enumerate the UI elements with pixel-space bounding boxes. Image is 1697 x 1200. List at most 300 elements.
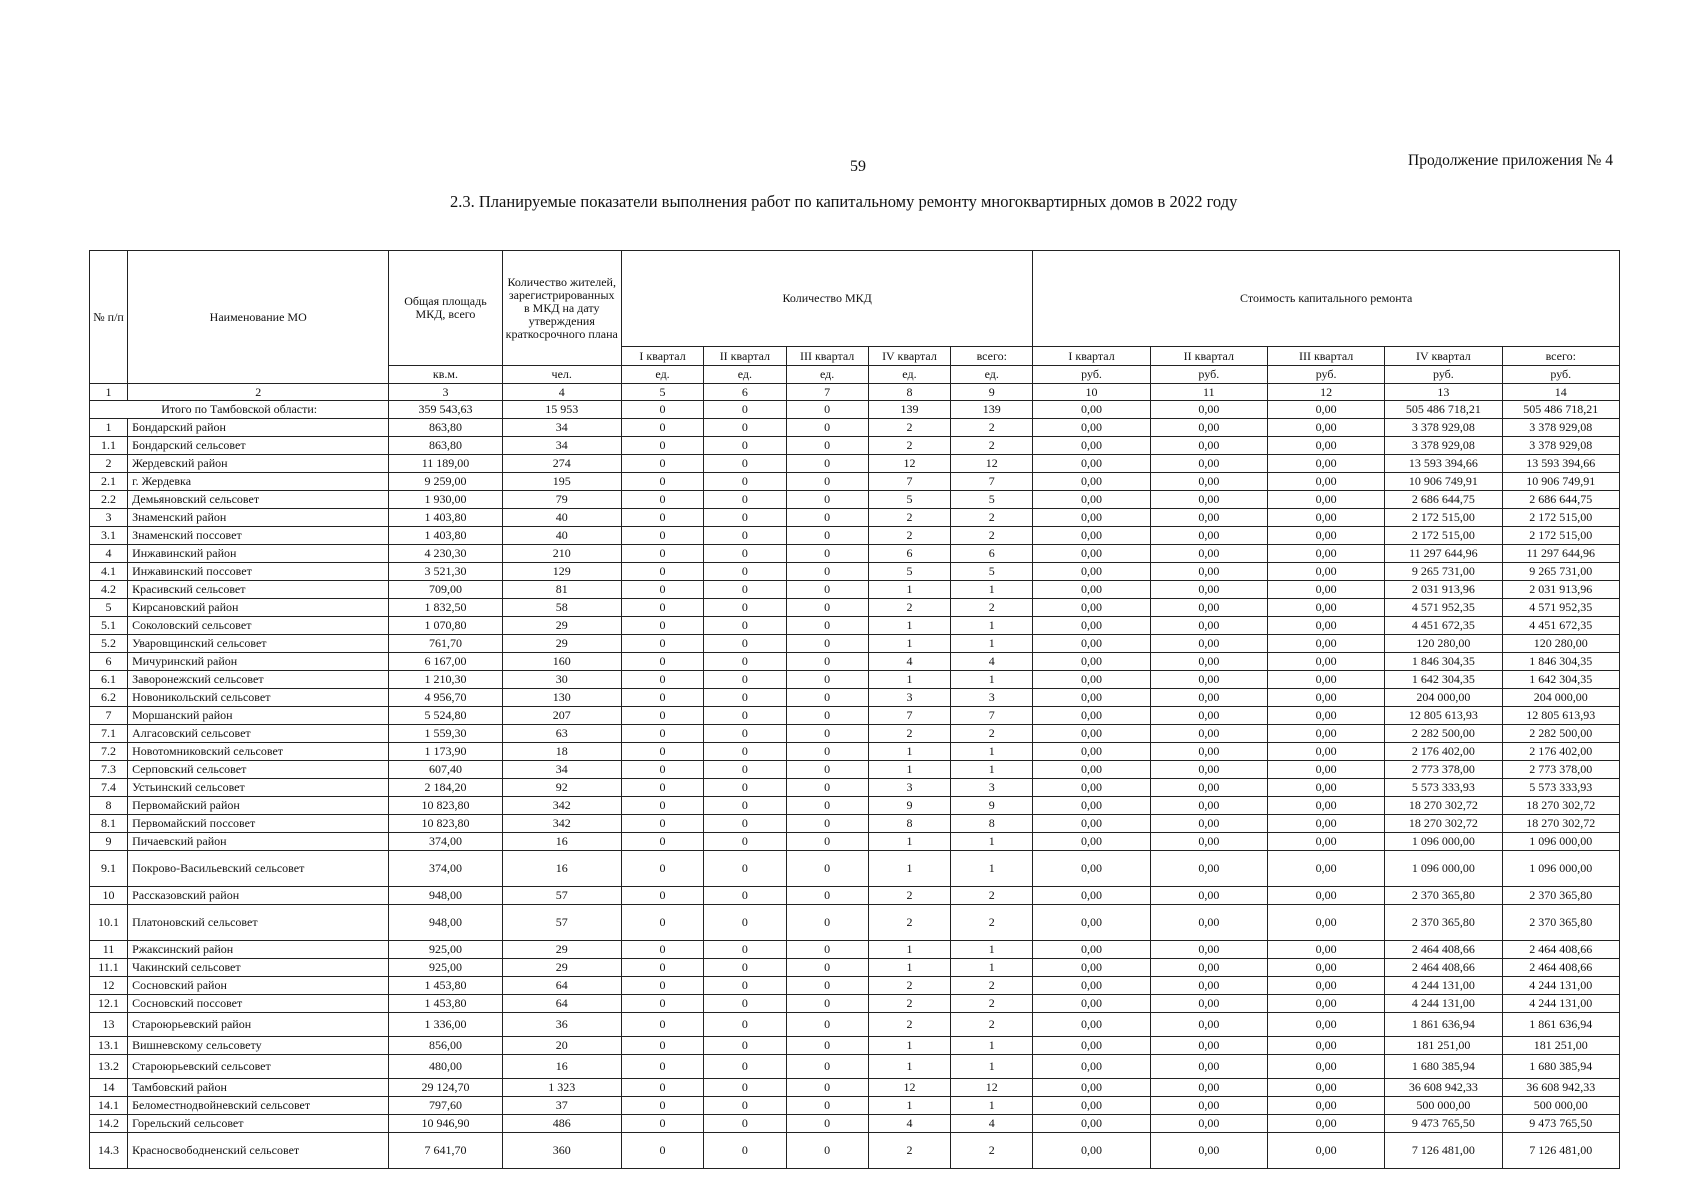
table-cell: 1 — [951, 959, 1033, 977]
table-cell: 3 378 929,08 — [1502, 419, 1619, 437]
table-cell: 0,00 — [1267, 563, 1384, 581]
table-cell: 15 953 — [502, 401, 621, 419]
table-cell: 0 — [786, 995, 868, 1013]
row-number-cell: 3.1 — [90, 527, 128, 545]
table-cell: 0 — [786, 599, 868, 617]
table-cell: 2 — [868, 1133, 950, 1169]
table-cell: 0 — [786, 779, 868, 797]
table-cell: 0,00 — [1033, 1037, 1150, 1055]
table-cell: 160 — [502, 653, 621, 671]
table-cell: 5 573 333,93 — [1502, 779, 1619, 797]
table-cell: 181 251,00 — [1502, 1037, 1619, 1055]
table-cell: 0,00 — [1267, 473, 1384, 491]
column-number: 4 — [502, 384, 621, 401]
table-cell: 57 — [502, 905, 621, 941]
mo-name-cell: Новотомниковский сельсовет — [128, 743, 389, 761]
table-cell: 1 — [951, 761, 1033, 779]
table-cell: 1 — [868, 635, 950, 653]
table-cell: 0,00 — [1150, 401, 1267, 419]
table-cell: 0,00 — [1150, 833, 1267, 851]
mo-name-cell: Ржаксинский район — [128, 941, 389, 959]
table-cell: 0 — [786, 527, 868, 545]
table-cell: 0 — [621, 905, 703, 941]
table-cell: 9 265 731,00 — [1385, 563, 1502, 581]
table-row — [90, 995, 1620, 1013]
table-cell: 0 — [704, 959, 786, 977]
column-number: 14 — [1502, 384, 1619, 401]
table-cell: 4 956,70 — [389, 689, 502, 707]
table-cell: 1 — [868, 671, 950, 689]
table-cell: 0,00 — [1150, 707, 1267, 725]
table-cell: 0 — [704, 1133, 786, 1169]
mo-name-cell: Уваровщинский сельсовет — [128, 635, 389, 653]
table-cell: 1 — [951, 617, 1033, 635]
table-cell: 0,00 — [1033, 761, 1150, 779]
table-row — [90, 779, 1620, 797]
table-cell: 181 251,00 — [1385, 1037, 1502, 1055]
table-cell: 0 — [704, 581, 786, 599]
table-cell: 4 244 131,00 — [1385, 977, 1502, 995]
table-cell: 0 — [621, 977, 703, 995]
table-cell: 8 — [868, 815, 950, 833]
unit-count: ед. — [868, 366, 950, 384]
table-cell: 0,00 — [1033, 599, 1150, 617]
table-cell: 0 — [704, 1055, 786, 1079]
table-cell: 1 403,80 — [389, 527, 502, 545]
table-cell: 2 370 365,80 — [1385, 887, 1502, 905]
table-cell: 0 — [621, 1037, 703, 1055]
row-number-cell: 5.1 — [90, 617, 128, 635]
column-number: 7 — [786, 384, 868, 401]
table-cell: 0,00 — [1033, 473, 1150, 491]
table-row — [90, 599, 1620, 617]
table-cell: 0,00 — [1033, 797, 1150, 815]
table-cell: 0,00 — [1267, 995, 1384, 1013]
column-number-row — [90, 384, 1620, 401]
table-cell: 0 — [704, 905, 786, 941]
table-row — [90, 959, 1620, 977]
row-number-cell: 10.1 — [90, 905, 128, 941]
row-number-cell: 14 — [90, 1079, 128, 1097]
mo-name-cell: Красивский сельсовет — [128, 581, 389, 599]
header-cost-q1: I квартал — [1033, 347, 1150, 366]
table-cell: 0 — [786, 743, 868, 761]
table-cell: 7 126 481,00 — [1502, 1133, 1619, 1169]
table-cell: 856,00 — [389, 1037, 502, 1055]
table-cell: 1 — [951, 581, 1033, 599]
table-cell: 3 — [951, 779, 1033, 797]
unit-count: ед. — [951, 366, 1033, 384]
table-cell: 0 — [704, 1079, 786, 1097]
table-row — [90, 581, 1620, 599]
table-cell: 0 — [704, 527, 786, 545]
row-number-cell: 2.1 — [90, 473, 128, 491]
mo-name-cell: Кирсановский район — [128, 599, 389, 617]
table-cell: 1 323 — [502, 1079, 621, 1097]
table-cell: 0,00 — [1267, 527, 1384, 545]
table-cell: 0 — [786, 905, 868, 941]
table-cell: 0 — [704, 671, 786, 689]
row-number-cell: 6 — [90, 653, 128, 671]
table-cell: 0 — [621, 761, 703, 779]
table-cell: 9 473 765,50 — [1385, 1115, 1502, 1133]
table-cell: 0,00 — [1150, 851, 1267, 887]
column-number: 11 — [1150, 384, 1267, 401]
mo-name-cell: Первомайский поссовет — [128, 815, 389, 833]
table-row — [90, 905, 1620, 941]
table-cell: 2 — [868, 437, 950, 455]
table-cell: 0 — [704, 563, 786, 581]
table-cell: 1 — [951, 635, 1033, 653]
table-cell: 2 — [951, 977, 1033, 995]
table-cell: 0,00 — [1267, 959, 1384, 977]
table-cell: 0,00 — [1150, 635, 1267, 653]
table-cell: 0,00 — [1150, 905, 1267, 941]
table-cell: 0,00 — [1033, 905, 1150, 941]
table-cell: 0,00 — [1267, 491, 1384, 509]
table-cell: 12 805 613,93 — [1502, 707, 1619, 725]
mo-name-cell: Горельский сельсовет — [128, 1115, 389, 1133]
table-cell: 10 823,80 — [389, 797, 502, 815]
table-cell: 2 773 378,00 — [1385, 761, 1502, 779]
table-row — [90, 437, 1620, 455]
table-cell: 3 378 929,08 — [1385, 419, 1502, 437]
table-cell: 18 270 302,72 — [1385, 815, 1502, 833]
row-number-cell: 7.4 — [90, 779, 128, 797]
table-cell: 374,00 — [389, 833, 502, 851]
table-cell: 0,00 — [1267, 653, 1384, 671]
mo-name-cell: Бондарский район — [128, 419, 389, 437]
table-cell: 1 — [951, 851, 1033, 887]
table-cell: 5 — [951, 491, 1033, 509]
table-cell: 1 — [868, 941, 950, 959]
table-cell: 0,00 — [1150, 941, 1267, 959]
table-row — [90, 509, 1620, 527]
table-cell: 0,00 — [1150, 581, 1267, 599]
table-cell: 0,00 — [1033, 419, 1150, 437]
table-cell: 10 906 749,91 — [1385, 473, 1502, 491]
table-cell: 2 — [951, 419, 1033, 437]
table-cell: 0,00 — [1150, 725, 1267, 743]
table-row — [90, 1013, 1620, 1037]
header-count-total: всего: — [951, 347, 1033, 366]
table-cell: 4 244 131,00 — [1385, 995, 1502, 1013]
table-cell: 1 680 385,94 — [1385, 1055, 1502, 1079]
table-cell: 0,00 — [1150, 959, 1267, 977]
table-cell: 0 — [621, 941, 703, 959]
unit-count: ед. — [786, 366, 868, 384]
table-cell: 0,00 — [1033, 941, 1150, 959]
table-cell: 0,00 — [1033, 743, 1150, 761]
header-count-q4: IV квартал — [868, 347, 950, 366]
header-group-cost: Стоимость капитального ремонта — [1033, 251, 1620, 347]
row-number-cell: 1.1 — [90, 437, 128, 455]
table-cell: 0,00 — [1150, 797, 1267, 815]
table-cell: 0,00 — [1267, 509, 1384, 527]
table-cell: 2 — [951, 887, 1033, 905]
mo-name-cell: Первомайский район — [128, 797, 389, 815]
table-cell: 0 — [621, 509, 703, 527]
table-cell: 120 280,00 — [1385, 635, 1502, 653]
table-cell: 139 — [868, 401, 950, 419]
table-cell: 925,00 — [389, 941, 502, 959]
table-cell: 2 — [951, 437, 1033, 455]
header-residents: Количество жителей, зарегистрированных в МКД на дату утверждения краткосрочного плана — [502, 251, 621, 366]
table-cell: 0,00 — [1267, 1055, 1384, 1079]
table-cell: 2 282 500,00 — [1502, 725, 1619, 743]
table-cell: 0 — [786, 617, 868, 635]
table-cell: 7 — [951, 707, 1033, 725]
table-cell: 0 — [704, 437, 786, 455]
unit-count: ед. — [704, 366, 786, 384]
table-cell: 1 — [951, 671, 1033, 689]
header-cost-q2: II квартал — [1150, 347, 1267, 366]
table-row — [90, 941, 1620, 959]
column-number: 12 — [1267, 384, 1384, 401]
table-cell: 2 — [951, 527, 1033, 545]
table-cell: 0 — [704, 815, 786, 833]
table-cell: 0 — [786, 437, 868, 455]
table-cell: 0,00 — [1267, 905, 1384, 941]
row-number-cell: 13 — [90, 1013, 128, 1037]
table-cell: 0,00 — [1267, 599, 1384, 617]
table-cell: 359 543,63 — [389, 401, 502, 419]
table-cell: 0 — [704, 419, 786, 437]
table-row — [90, 743, 1620, 761]
table-cell: 2 773 378,00 — [1502, 761, 1619, 779]
header-area: Общая площадь МКД, всего — [389, 251, 502, 366]
table-row — [90, 473, 1620, 491]
mo-name-cell: Жердевский район — [128, 455, 389, 473]
table-cell: 0 — [621, 779, 703, 797]
table-cell: 7 126 481,00 — [1385, 1133, 1502, 1169]
table-cell: 2 — [951, 905, 1033, 941]
column-number: 1 — [90, 384, 128, 401]
table-cell: 0,00 — [1033, 995, 1150, 1013]
table-cell: 2 464 408,66 — [1502, 941, 1619, 959]
table-cell: 0 — [621, 599, 703, 617]
table-row — [90, 761, 1620, 779]
table-cell: 274 — [502, 455, 621, 473]
row-number-cell: 2 — [90, 455, 128, 473]
table-cell: 0,00 — [1150, 509, 1267, 527]
table-cell: 0 — [786, 1037, 868, 1055]
table-cell: 0,00 — [1150, 1037, 1267, 1055]
table-cell: 0,00 — [1150, 761, 1267, 779]
table-row — [90, 851, 1620, 887]
table-cell: 2 031 913,96 — [1385, 581, 1502, 599]
table-cell: 0,00 — [1267, 635, 1384, 653]
table-cell: 925,00 — [389, 959, 502, 977]
table-cell: 0 — [704, 761, 786, 779]
table-cell: 0,00 — [1033, 581, 1150, 599]
table-cell: 1 861 636,94 — [1385, 1013, 1502, 1037]
row-number-cell: 14.1 — [90, 1097, 128, 1115]
table-cell: 0 — [621, 671, 703, 689]
table-cell: 0,00 — [1150, 491, 1267, 509]
table-cell: 2 176 402,00 — [1502, 743, 1619, 761]
table-cell: 0 — [621, 1115, 703, 1133]
table-row — [90, 1037, 1620, 1055]
table-cell: 0,00 — [1033, 617, 1150, 635]
table-cell: 4 571 952,35 — [1502, 599, 1619, 617]
table-cell: 5 — [868, 563, 950, 581]
table-cell: 0 — [704, 1037, 786, 1055]
table-cell: 6 167,00 — [389, 653, 502, 671]
table-cell: 0,00 — [1267, 1097, 1384, 1115]
table-cell: 0 — [786, 1133, 868, 1169]
table-cell: 10 946,90 — [389, 1115, 502, 1133]
table-cell: 0 — [704, 491, 786, 509]
table-cell: 0 — [621, 491, 703, 509]
mo-name-cell: Знаменский поссовет — [128, 527, 389, 545]
table-row — [90, 1097, 1620, 1115]
mo-name-cell: Новоникольский сельсовет — [128, 689, 389, 707]
table-cell: 2 — [868, 419, 950, 437]
table-cell: 0,00 — [1033, 887, 1150, 905]
table-cell: 360 — [502, 1133, 621, 1169]
table-cell: 1 403,80 — [389, 509, 502, 527]
table-row — [90, 1079, 1620, 1097]
column-number: 8 — [868, 384, 950, 401]
table-cell: 2 — [951, 599, 1033, 617]
unit-residents: чел. — [502, 366, 621, 384]
unit-area: кв.м. — [389, 366, 502, 384]
table-cell: 486 — [502, 1115, 621, 1133]
table-cell: 12 — [868, 1079, 950, 1097]
table-cell: 2 176 402,00 — [1385, 743, 1502, 761]
table-cell: 1 070,80 — [389, 617, 502, 635]
table-cell: 5 — [951, 563, 1033, 581]
table-row — [90, 887, 1620, 905]
header-group-count: Количество МКД — [621, 251, 1033, 347]
table-cell: 948,00 — [389, 887, 502, 905]
table-cell: 0 — [621, 797, 703, 815]
table-cell: 34 — [502, 761, 621, 779]
table-cell: 0,00 — [1033, 779, 1150, 797]
table-cell: 3 521,30 — [389, 563, 502, 581]
table-cell: 0,00 — [1033, 491, 1150, 509]
table-cell: 4 244 131,00 — [1502, 977, 1619, 995]
table-cell: 29 124,70 — [389, 1079, 502, 1097]
table-cell: 0 — [704, 617, 786, 635]
table-cell: 7 — [951, 473, 1033, 491]
table-cell: 12 — [868, 455, 950, 473]
table-cell: 34 — [502, 419, 621, 437]
table-cell: 0,00 — [1150, 815, 1267, 833]
table-cell: 505 486 718,21 — [1385, 401, 1502, 419]
table-cell: 2 — [868, 509, 950, 527]
table-cell: 5 573 333,93 — [1385, 779, 1502, 797]
table-cell: 1 336,00 — [389, 1013, 502, 1037]
table-cell: 1 680 385,94 — [1502, 1055, 1619, 1079]
table-cell: 0 — [786, 833, 868, 851]
table-cell: 7 641,70 — [389, 1133, 502, 1169]
table-cell: 0,00 — [1033, 1013, 1150, 1037]
table-cell: 4 — [951, 653, 1033, 671]
table-cell: 0 — [621, 815, 703, 833]
table-cell: 2 — [951, 1133, 1033, 1169]
table-cell: 3 378 929,08 — [1502, 437, 1619, 455]
table-cell: 0 — [704, 1013, 786, 1037]
table-cell: 11 297 644,96 — [1502, 545, 1619, 563]
table-cell: 0 — [621, 833, 703, 851]
table-cell: 0,00 — [1033, 977, 1150, 995]
table-cell: 0 — [704, 635, 786, 653]
table-cell: 0 — [621, 401, 703, 419]
table-cell: 1 930,00 — [389, 491, 502, 509]
table-cell: 0,00 — [1033, 707, 1150, 725]
table-cell: 0 — [704, 833, 786, 851]
row-number-cell: 7.2 — [90, 743, 128, 761]
mo-name-cell: Тамбовский район — [128, 1079, 389, 1097]
table-row — [90, 1055, 1620, 1079]
table-cell: 7 — [868, 707, 950, 725]
table-cell: 3 378 929,08 — [1385, 437, 1502, 455]
table-row — [90, 707, 1620, 725]
table-cell: 0,00 — [1267, 1115, 1384, 1133]
column-number: 3 — [389, 384, 502, 401]
table-cell: 1 — [868, 1055, 950, 1079]
table-cell: 0,00 — [1150, 653, 1267, 671]
table-cell: 4 — [951, 1115, 1033, 1133]
header-cost-q3: III квартал — [1267, 347, 1384, 366]
row-number-cell: 4 — [90, 545, 128, 563]
mo-name-cell: Чакинский сельсовет — [128, 959, 389, 977]
table-cell: 0,00 — [1267, 1037, 1384, 1055]
table-cell: 342 — [502, 815, 621, 833]
table-cell: 0 — [704, 1115, 786, 1133]
table-cell: 948,00 — [389, 905, 502, 941]
table-cell: 0,00 — [1033, 1115, 1150, 1133]
table-cell: 0 — [704, 977, 786, 995]
table-cell: 3 — [868, 689, 950, 707]
row-number-cell: 2.2 — [90, 491, 128, 509]
table-cell: 1 — [951, 941, 1033, 959]
table-cell: 0,00 — [1033, 401, 1150, 419]
table-cell: 4 451 672,35 — [1385, 617, 1502, 635]
table-cell: 1 096 000,00 — [1502, 851, 1619, 887]
table-cell: 0,00 — [1150, 1055, 1267, 1079]
column-number: 6 — [704, 384, 786, 401]
table-cell: 505 486 718,21 — [1502, 401, 1619, 419]
table-cell: 0 — [621, 851, 703, 887]
table-cell: 40 — [502, 509, 621, 527]
mo-name-cell: Знаменский район — [128, 509, 389, 527]
table-cell: 0,00 — [1150, 1079, 1267, 1097]
table-cell: 0,00 — [1033, 689, 1150, 707]
table-cell: 1 642 304,35 — [1502, 671, 1619, 689]
row-number-cell: 12 — [90, 977, 128, 995]
mo-name-cell: Бондарский сельсовет — [128, 437, 389, 455]
table-cell: 0,00 — [1150, 617, 1267, 635]
table-cell: 0 — [704, 401, 786, 419]
unit-cost: руб. — [1150, 366, 1267, 384]
row-number-cell: 12.1 — [90, 995, 128, 1013]
table-cell: 0,00 — [1150, 473, 1267, 491]
table-cell: 11 189,00 — [389, 455, 502, 473]
table-cell: 2 — [951, 725, 1033, 743]
table-cell: 120 280,00 — [1502, 635, 1619, 653]
header-no: № п/п — [90, 251, 128, 384]
table-cell: 204 000,00 — [1385, 689, 1502, 707]
table-cell: 0,00 — [1150, 563, 1267, 581]
table-cell: 0 — [786, 1115, 868, 1133]
table-row — [90, 545, 1620, 563]
table-cell: 0 — [786, 1079, 868, 1097]
table-cell: 0,00 — [1267, 743, 1384, 761]
table-cell: 480,00 — [389, 1055, 502, 1079]
